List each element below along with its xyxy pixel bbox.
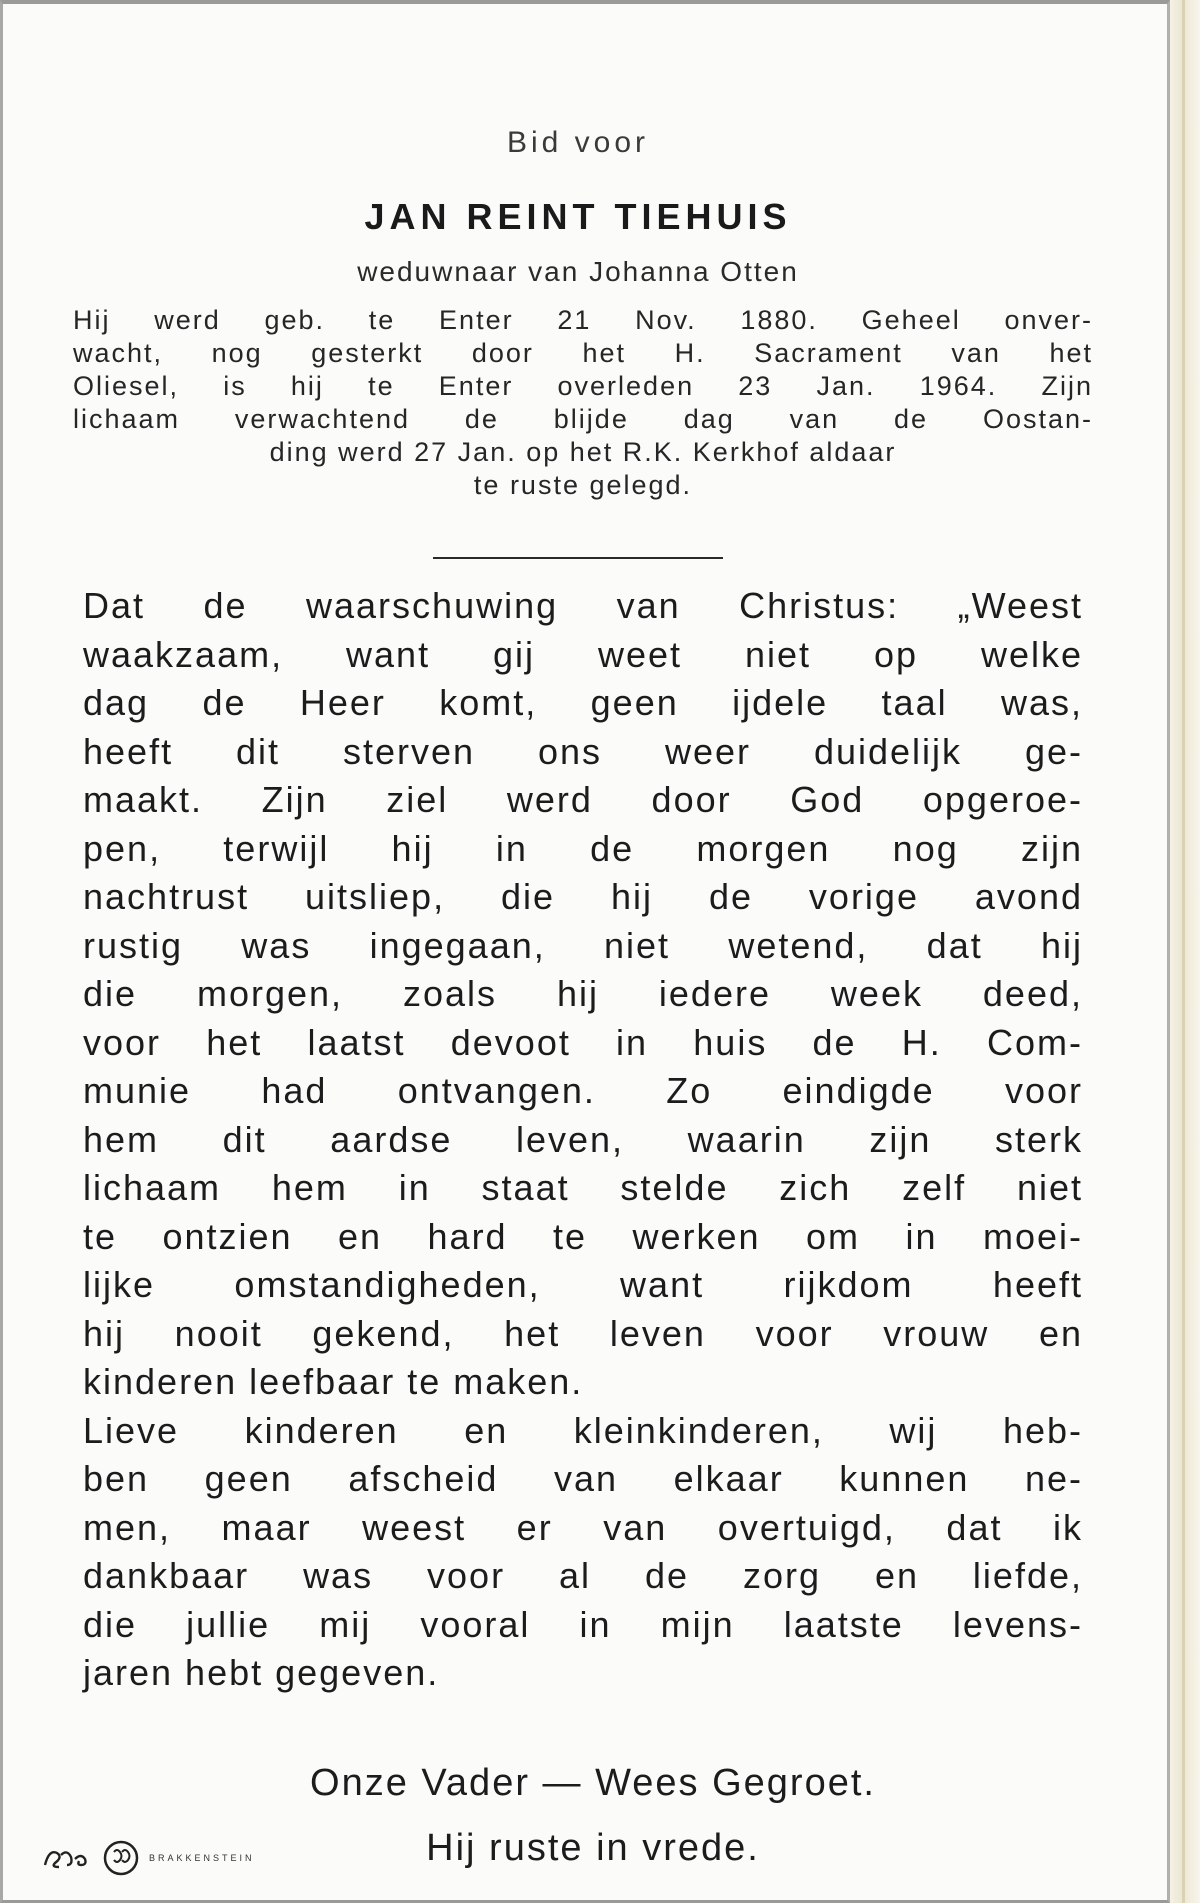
text-line: rustig was ingegaan, niet wetend, dat hij	[83, 924, 1083, 966]
bio-line: ding werd 27 Jan. op het R.K. Kerkhof aldaar	[269, 437, 897, 467]
bio-line: Oliesel, is hij te Enter overleden 23 Jan. 1964. Zijn	[73, 371, 1093, 401]
text-line: lijke omstandigheden, want rijkdom heeft	[83, 1264, 1083, 1305]
printer-mark	[41, 1838, 255, 1878]
printer-monogram-icon	[41, 1843, 93, 1873]
deceased-name: JAN REINT TIEHUIS	[364, 196, 792, 237]
divider-rule	[433, 557, 723, 559]
memorial-text	[83, 582, 1083, 1698]
text-line: hem dit aardse leven, waarin zijn sterk	[83, 1118, 1083, 1160]
text-line: dag de Heer komt, geen ijdele taal was,	[83, 682, 1083, 723]
text-line: die morgen, zoals hij iedere week deed,	[83, 973, 1083, 1014]
text-line: munie had ontvangen. Zo eindigde voor	[83, 1070, 1083, 1111]
text-line: lichaam hem in staat stelde zich zelf niet	[83, 1167, 1083, 1208]
text-line: ben geen afscheid van elkaar kunnen ne-	[83, 1458, 1083, 1499]
text-line: voor het laatst devoot in huis de H. Com-	[83, 1021, 1083, 1063]
text-line: maakt. Zijn ziel werd door God opgeroe-	[83, 779, 1083, 820]
bio-line: Hij werd geb. te Enter 21 Nov. 1880. Geheel onver-	[73, 305, 1093, 335]
text-line: dankbaar was voor al de zorg en liefde,	[83, 1555, 1083, 1596]
text-line: nachtrust uitsliep, die hij de vorige avond	[83, 876, 1083, 917]
closing-prayers: Onze Vader — Wees Gegroet.	[310, 1762, 876, 1804]
biography-paragraph	[73, 304, 1093, 502]
widower-of-line: weduwnaar van Johanna Otten	[357, 256, 799, 287]
pray-for-heading: Bid voor	[506, 126, 650, 159]
bio-line: wacht, nog gesterkt door het H. Sacrament van het	[73, 338, 1093, 368]
printer-name: BRAKKENSTEIN	[149, 1853, 255, 1863]
text-line: men, maar weest er van overtuigd, dat ik	[83, 1506, 1083, 1548]
text-line: waakzaam, want gij weet niet op welke	[83, 633, 1083, 675]
card-edge-strip	[1170, 0, 1200, 1903]
text-line: kinderen leefbaar te maken.	[83, 1361, 584, 1402]
text-line: te ontzien en hard te werken om in moei-	[83, 1215, 1083, 1257]
text-line: Dat de waarschuwing van Christus: „Weest	[83, 585, 1083, 626]
rest-in-peace: Hij ruste in vrede.	[426, 1827, 760, 1869]
text-line: hij nooit gekend, het leven voor vrouw en	[83, 1312, 1083, 1354]
printer-seal-icon	[103, 1840, 139, 1876]
bio-line: lichaam verwachtend de blijde dag van de Oostan-	[73, 404, 1093, 434]
text-line: die jullie mij vooral in mijn laatste levens-	[83, 1603, 1083, 1645]
text-line: jaren hebt gegeven.	[83, 1652, 440, 1693]
text-line: pen, terwijl hij in de morgen nog zijn	[83, 827, 1083, 869]
text-line: Lieve kinderen en kleinkinderen, wij heb-	[83, 1409, 1083, 1451]
text-line: heeft dit sterven ons weer duidelijk ge-	[83, 730, 1083, 772]
bio-line: te ruste gelegd.	[473, 470, 693, 500]
